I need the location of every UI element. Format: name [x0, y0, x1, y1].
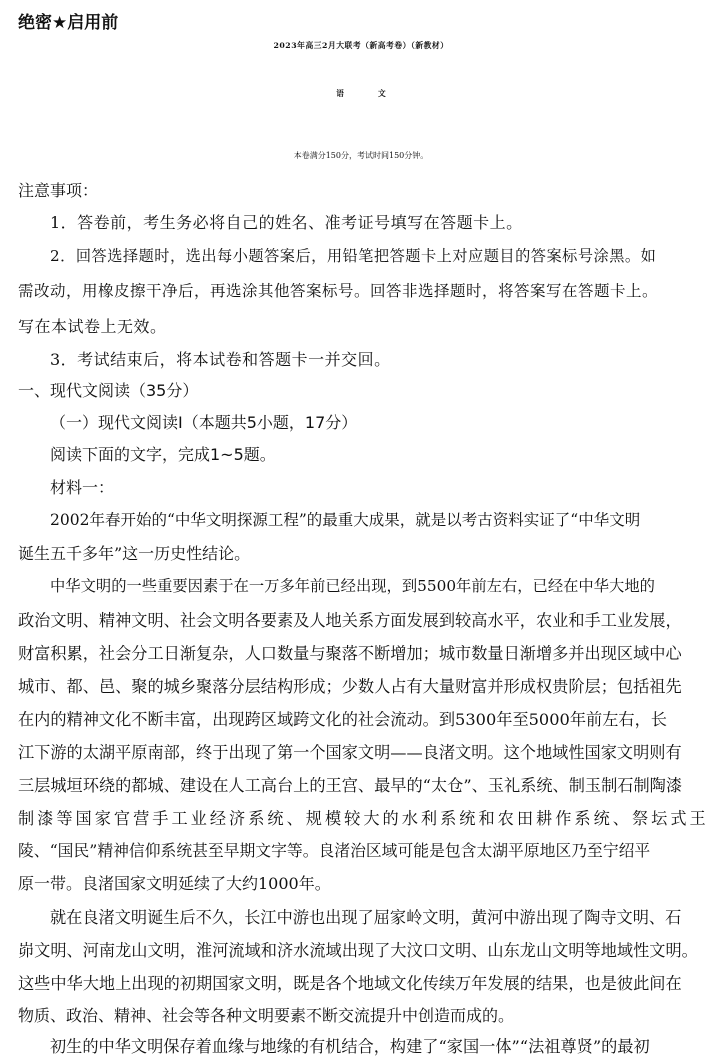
exam-info: 本卷满分150分，考试时间150分钟。	[293, 151, 429, 160]
notice-line: 写在本试卷上无效。	[18, 317, 167, 336]
confidential-label: 绝密★启用前	[18, 13, 119, 33]
passage-line: 江下游的太湖平原南部，终于出现了第一个国家文明——良渚文明。这个地域性国家文明则有	[18, 743, 682, 762]
passage-line: 2002年春开始的“中华文明探源工程”的最重大成果，就是以考古资料实证了“中华文明	[50, 511, 641, 529]
passage-line: 政治文明、精神文明、社会文明各要素及人地关系方面发展到较高水平，农业和手工业发展，	[18, 611, 682, 630]
passage-line: 峁文明、河南龙山文明，淮河流域和济水流域出现了大汶口文明、山东龙山文明等地域性文明。	[18, 941, 698, 960]
notice-line: 1．答卷前，考生务必将自己的姓名、准考证号填写在答题卡上。	[50, 213, 523, 232]
reading-instruction: 阅读下面的文字，完成1~5题。	[50, 445, 276, 464]
passage-line: 在内的精神文化不断丰富，出现跨区域跨文化的社会流动。到5300年至5000年前左右，长	[18, 710, 667, 729]
passage-line: 这些中华大地上出现的初期国家文明，既是各个地域文化传续万年发展的结果，也是彼此间在	[18, 974, 682, 993]
passage-line: 财富积累，社会分工日渐复杂，人口数量与聚落不断增加；城市数量日渐增多并出现区域中心	[18, 644, 682, 663]
notice-line: 2．回答选择题时，选出每小题答案后，用铅笔把答题卡上对应题目的答案标号涂黑。如	[50, 247, 657, 265]
passage-line: 原一带。良渚国家文明延续了大约1000年。	[18, 874, 331, 893]
notice-line: 需改动，用橡皮擦干净后，再选涂其他答案标号。回答非选择题时，将答案写在答题卡上。	[18, 282, 659, 300]
section-title: 一、现代文阅读（35分）	[18, 381, 199, 400]
subject-title: 语文	[336, 89, 420, 98]
notice-line: 3．考试结束后，将本试卷和答题卡一并交回。	[50, 350, 391, 369]
passage-line: 初生的中华文明保存着血缘与地缘的有机结合，构建了“家国一体”“法祖尊贤”的最初	[50, 1037, 650, 1056]
passage-line: 物质、政治、精神、社会等各种文明要素不断交流提升中创造而成的。	[18, 1006, 515, 1025]
material-label: 材料一：	[50, 478, 115, 497]
passage-line: 就在良渚文明诞生后不久，长江中游也出现了屈家岭文明，黄河中游出现了陶寺文明、石	[50, 908, 682, 927]
subsection-title: （一）现代文阅读Ⅰ（本题共5小题，17分）	[50, 413, 358, 432]
passage-line: 中华文明的一些重要因素于在一万多年前已经出现，到5500年前左右，已经在中华大地的	[50, 577, 655, 595]
passage-line: 诞生五千多年”这一历史性结论。	[18, 544, 251, 563]
notice-heading: 注意事项：	[18, 181, 99, 200]
exam-title: 2023年高三2月大联考（新高考卷）（新教材）	[273, 41, 449, 50]
passage-line: 陵、“国民”精神信仰系统甚至早期文字等。良渚治区域可能是包含太湖平原地区乃至宁绍平	[18, 841, 651, 860]
passage-line: 制漆等国家官营手工业经济系统、规模较大的水利系统和农田耕作系统、祭坛式王	[18, 809, 709, 828]
passage-line: 三层城垣环绕的都城、建设在人工高台上的王宫、最早的“太仓”、玉礼系统、制玉制石制陶漆	[18, 776, 683, 795]
passage-line: 城市、都、邑、聚的城乡聚落分层结构形成；少数人占有大量财富并形成权贵阶层；包括祖先	[18, 677, 682, 696]
